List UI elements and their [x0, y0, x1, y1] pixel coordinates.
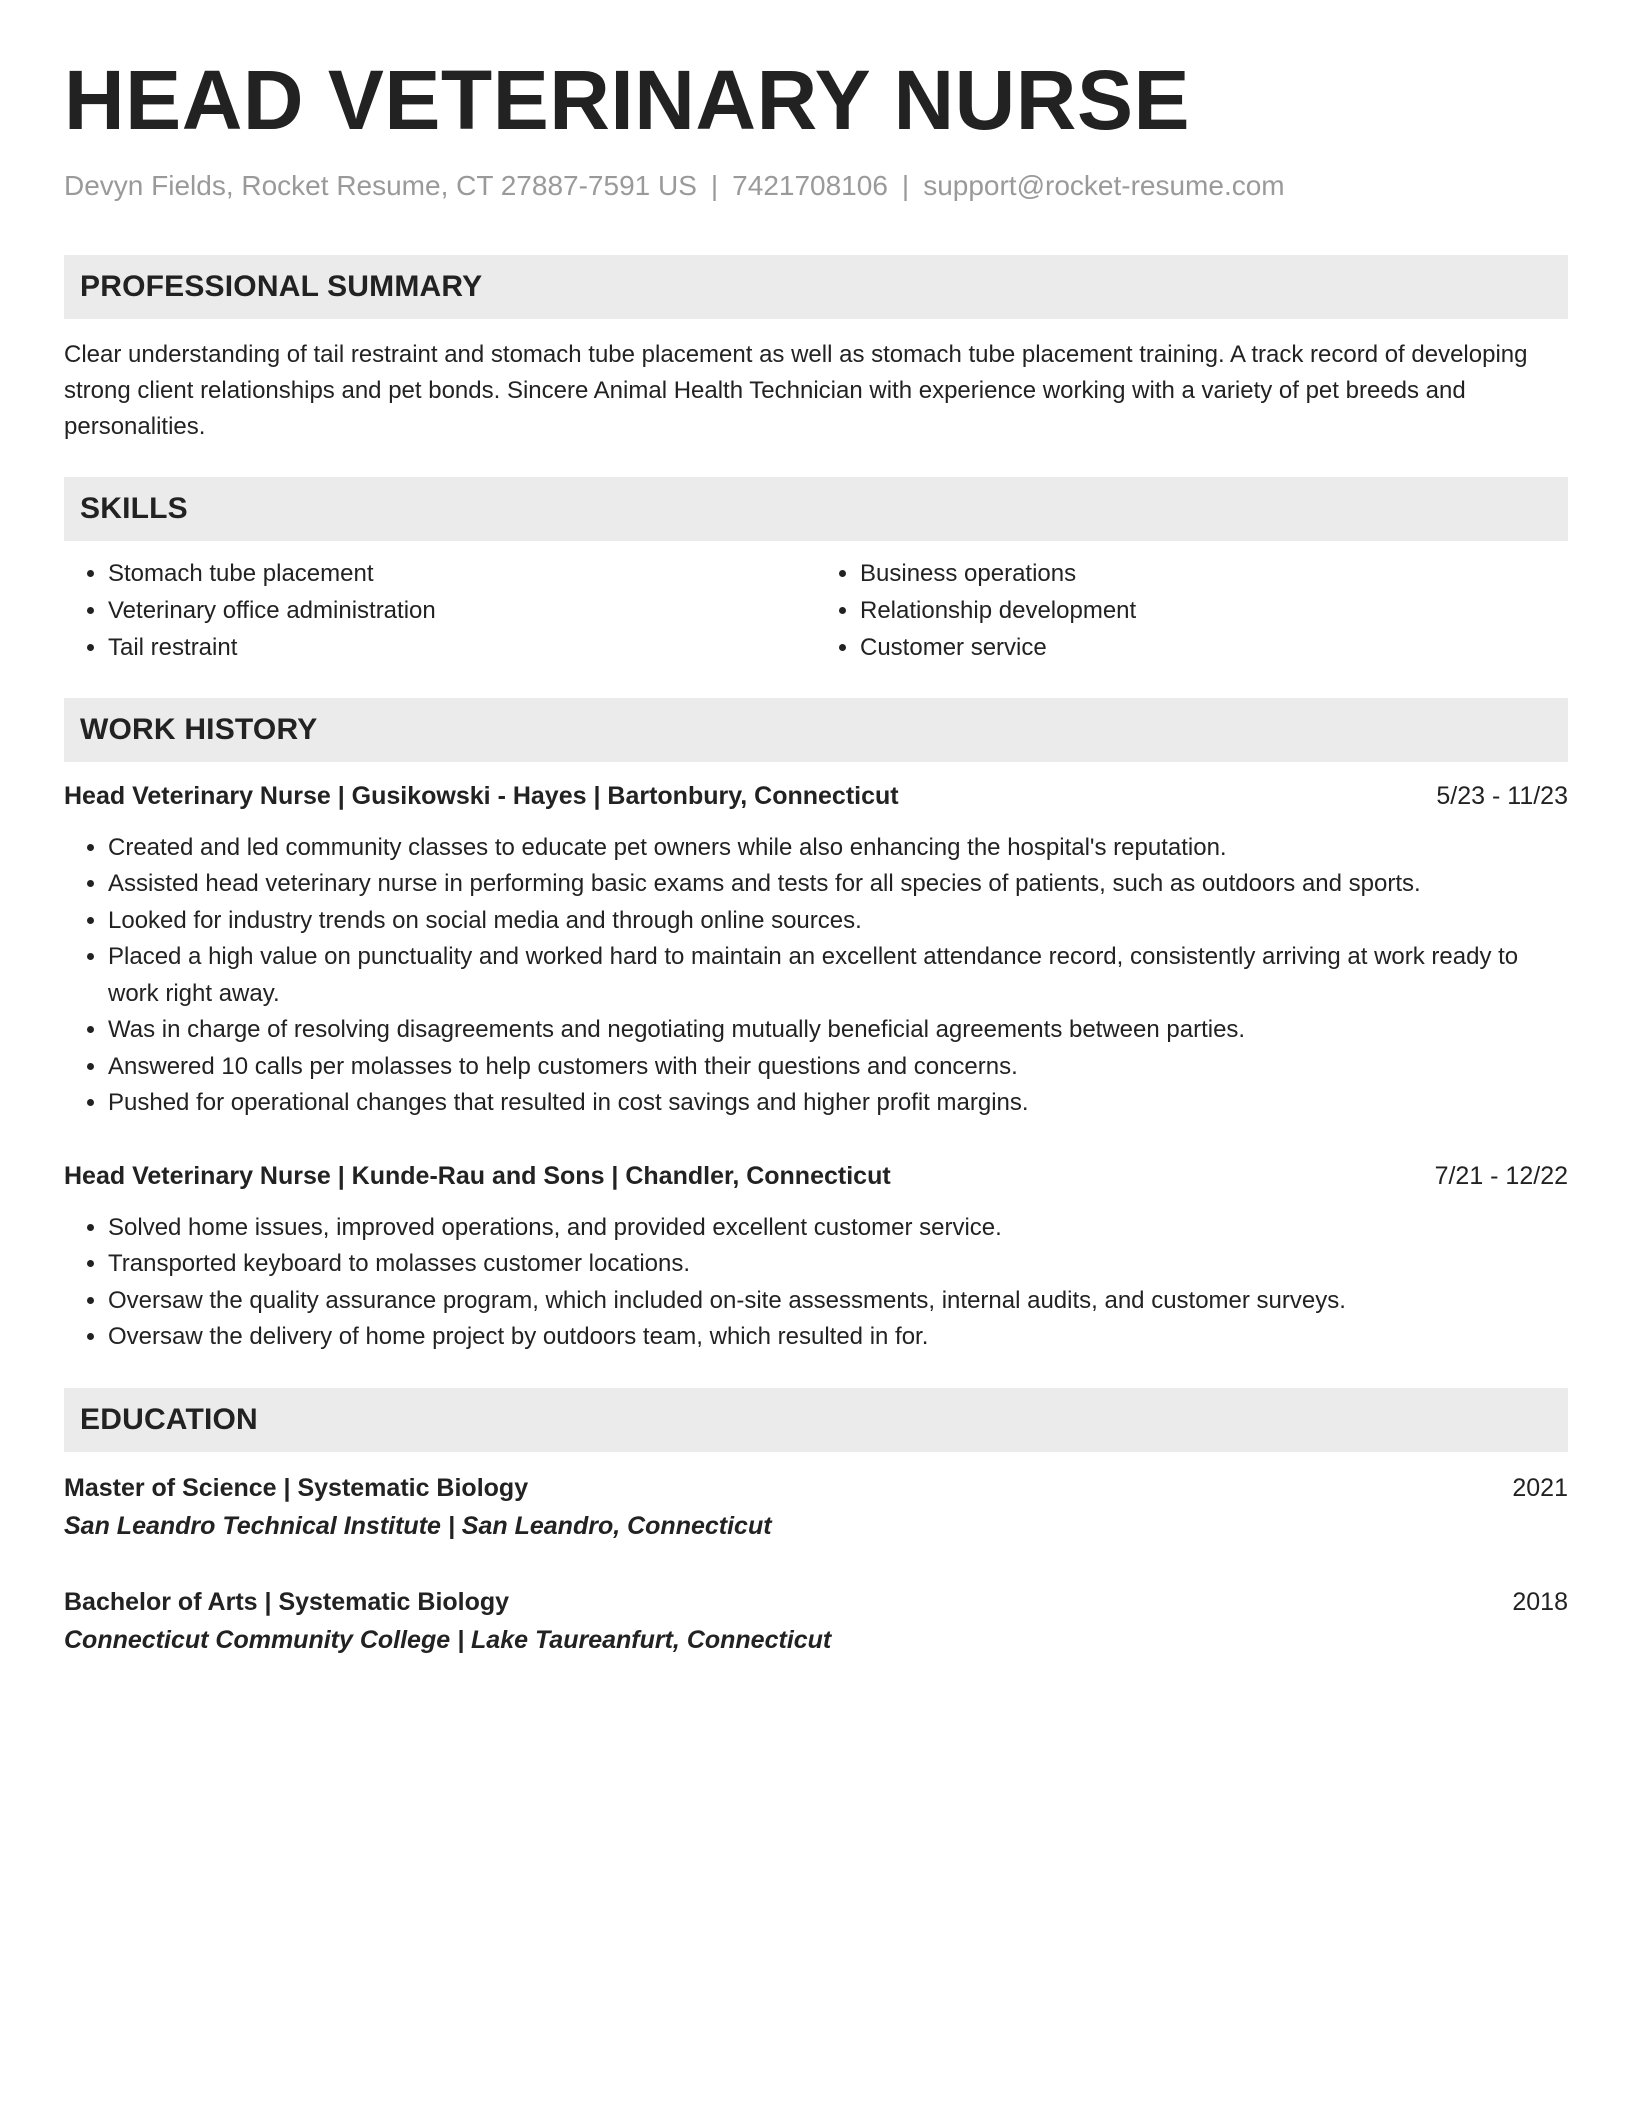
- education-degree: Bachelor of Arts | Systematic Biology: [64, 1587, 510, 1616]
- job-bullet: • Looked for industry trends on social media and through online sources.: [108, 903, 1568, 940]
- job-bullet: • Was in charge of resolving disagreements and negotiating mutually beneficial agreements between parties.: [108, 1012, 1568, 1049]
- skill-item: • Relationship development: [860, 592, 1568, 629]
- job-bullet: • Placed a high value on punctuality and worked hard to maintain an excellent attendance record, consistently arriving at work ready to work right away.: [108, 939, 1568, 1012]
- skill-item: • Business operations: [860, 555, 1568, 592]
- job-title: Head Veterinary Nurse | Kunde-Rau and Sons | Chandler, Connecticut: [64, 1161, 891, 1190]
- education-school: San Leandro Technical Institute | San Leandro, Connecticut: [64, 1511, 772, 1540]
- contact-address: Devyn Fields, Rocket Resume, CT 27887-7591 US: [64, 170, 697, 202]
- job-bullet: • Assisted head veterinary nurse in performing basic exams and tests for all species of patients, such as outdoors and sports.: [108, 866, 1568, 903]
- job-header: [64, 1158, 1568, 1194]
- education-degree: Master of Science | Systematic Biology: [64, 1473, 529, 1502]
- education-year: 2018: [1512, 1587, 1568, 1616]
- job-bullet: • Transported keyboard to molasses customer locations.: [108, 1246, 1568, 1283]
- job-bullet: • Created and led community classes to educate pet owners while also enhancing the hospital's reputation.: [108, 830, 1568, 867]
- section-header-summary: PROFESSIONAL SUMMARY: [64, 255, 1568, 319]
- job-title: Head Veterinary Nurse | Gusikowski - Hayes | Bartonbury, Connecticut: [64, 781, 899, 810]
- job-bullets: [64, 830, 1568, 1122]
- section-header-skills: SKILLS: [64, 477, 1568, 541]
- resume-title: HEAD VETERINARY NURSE: [64, 53, 1191, 147]
- job-entry: [64, 778, 1568, 1122]
- section-header-education: EDUCATION: [64, 1388, 1568, 1452]
- summary-text: Clear understanding of tail restraint and stomach tube placement as well as stomach tube placement training. A track record of developing strong client relationships and pet bonds. Sincere Animal Health Technician with experience working with a variety of pet breeds and personalities.: [64, 340, 1528, 440]
- section-header-work-history: WORK HISTORY: [64, 698, 1568, 762]
- skill-item: • Stomach tube placement: [108, 555, 816, 592]
- skill-item: • Veterinary office administration: [108, 592, 816, 629]
- job-bullets: [64, 1210, 1568, 1356]
- education-entry: [64, 1470, 1568, 1544]
- contact-separator: |: [710, 170, 719, 202]
- job-dates: 7/21 - 12/22: [1434, 1161, 1568, 1190]
- contact-phone: 7421708106: [732, 170, 888, 202]
- job-header: [64, 778, 1568, 814]
- education-school: Connecticut Community College | Lake Taureanfurt, Connecticut: [64, 1625, 832, 1654]
- job-bullet: • Pushed for operational changes that resulted in cost savings and higher profit margins.: [108, 1085, 1568, 1122]
- education-entry: [64, 1584, 1568, 1658]
- job-bullet: • Answered 10 calls per molasses to help customers with their questions and concerns.: [108, 1049, 1568, 1086]
- skill-item: • Tail restraint: [108, 629, 816, 666]
- job-bullet: • Oversaw the quality assurance program, which included on-site assessments, internal audits, and customer surveys.: [108, 1283, 1568, 1320]
- education-year: 2021: [1512, 1473, 1568, 1502]
- skills-column-right: [816, 555, 1568, 666]
- education-header: [64, 1470, 1568, 1506]
- contact-separator: |: [901, 170, 910, 202]
- skills-column-left: [64, 555, 816, 666]
- contact-email: support@rocket-resume.com: [923, 170, 1285, 202]
- job-dates: 5/23 - 11/23: [1436, 781, 1568, 810]
- job-bullet: • Solved home issues, improved operations, and provided excellent customer service.: [108, 1210, 1568, 1247]
- job-bullet: • Oversaw the delivery of home project by outdoors team, which resulted in for.: [108, 1319, 1568, 1356]
- skills-list: [64, 555, 1568, 666]
- contact-line: [64, 168, 1568, 204]
- education-header: [64, 1584, 1568, 1620]
- job-entry: [64, 1158, 1568, 1356]
- skill-item: • Customer service: [860, 629, 1568, 666]
